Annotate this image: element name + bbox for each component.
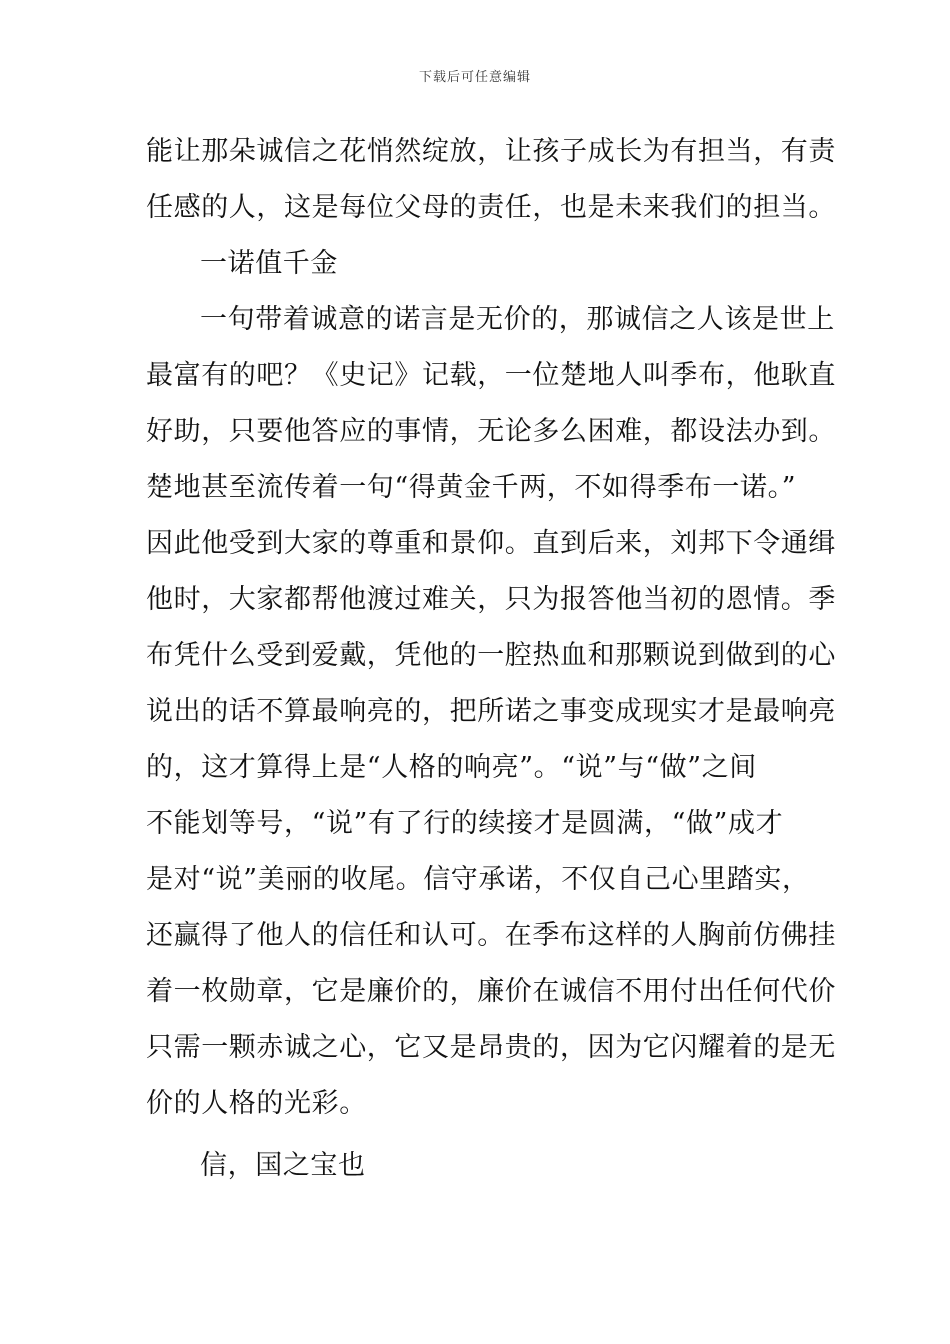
- text-line: 楚地甚至流传着一句“得黄金千两，不如得季布一诺。”: [146, 472, 797, 503]
- text-line: 不能划等号，“说”有了行的续接才是圆满，“做”成才: [146, 808, 784, 839]
- text-line: 还赢得了他人的信任和认可。在季布这样的人胸前仿佛挂: [146, 920, 836, 951]
- text-line: 只需一颗赤诚之心，它又是昂贵的，因为它闪耀着的是无: [146, 1032, 836, 1063]
- text-line: 说出的话不算最响亮的，把所诺之事变成现实才是最响亮: [146, 696, 836, 727]
- text-line: 因此他受到大家的尊重和景仰。直到后来，刘邦下令通缉: [146, 528, 836, 559]
- text-line: 任感的人，这是每位父母的责任，也是未来我们的担当。: [146, 192, 836, 223]
- text-line: 能让那朵诚信之花悄然绽放，让孩子成长为有担当，有责: [146, 136, 836, 167]
- section-heading: 信，国之宝也: [200, 1150, 366, 1181]
- text-line: 价的人格的光彩。: [146, 1088, 367, 1119]
- text-line: 的，这才算得上是“人格的响亮”。“说”与“做”之间: [146, 752, 757, 783]
- text-line: 好助，只要他答应的事情，无论多么困难，都设法办到。: [146, 416, 836, 447]
- page-header-note: 下载后可任意编辑: [418, 70, 531, 85]
- document-body: [146, 124, 836, 1194]
- text-line: 着一枚勋章，它是廉价的，廉价在诚信不用付出任何代价: [146, 976, 836, 1007]
- paragraph-first-line: 一句带着诚意的诺言是无价的，那诚信之人该是世上: [200, 304, 835, 335]
- text-line: 他时，大家都帮他渡过难关，只为报答他当初的恩情。季: [146, 584, 836, 615]
- section-heading: 一诺值千金: [200, 248, 338, 279]
- text-line: 最富有的吧？《史记》记载，一位楚地人叫季布，他耿直: [146, 360, 836, 391]
- text-line: 是对“说”美丽的收尾。信守承诺，不仅自己心里踏实，: [146, 864, 810, 895]
- text-line: 布凭什么受到爱戴，凭他的一腔热血和那颗说到做到的心: [146, 640, 836, 671]
